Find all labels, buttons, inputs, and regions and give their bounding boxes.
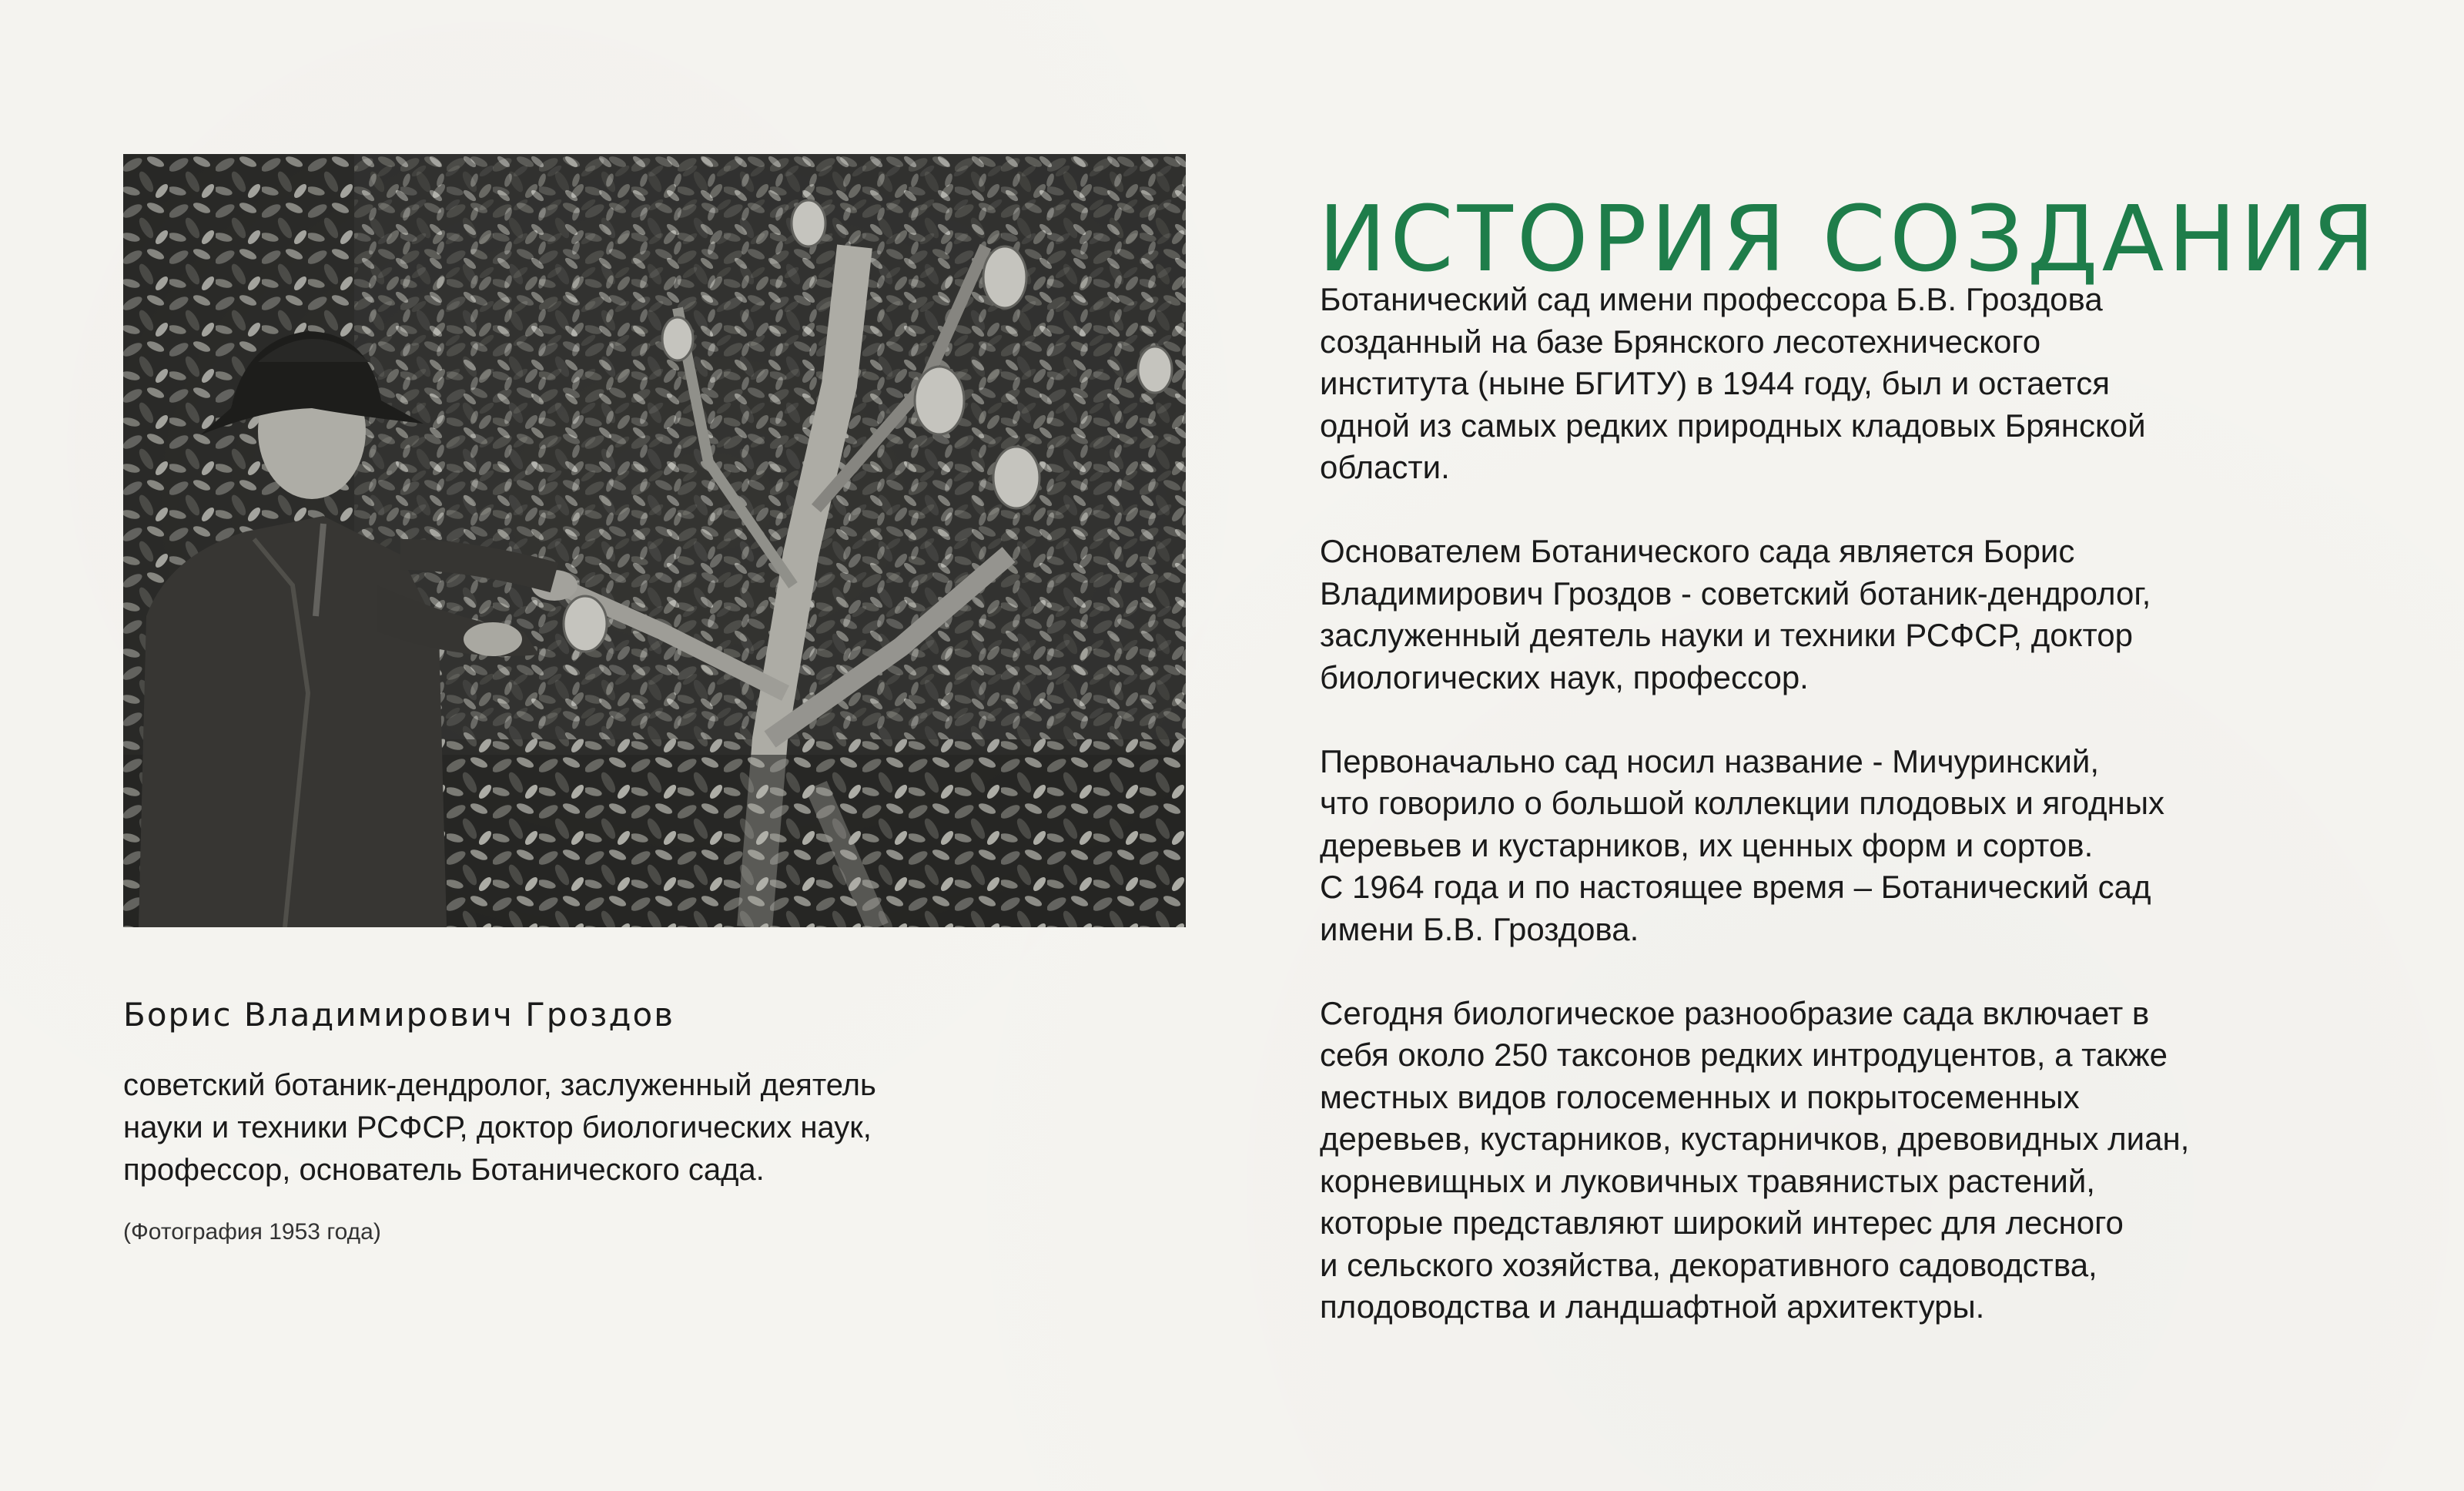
text-line: Ботанический сад имени профессора Б.В. Гроздова: [1320, 281, 2103, 317]
text-line: Сегодня биологическое разнообразие сада включает в: [1320, 994, 2150, 1031]
text-line: и сельского хозяйства, декоративного садоводства,: [1320, 1246, 2097, 1283]
caption-name: Борис Владимирович Гроздов: [123, 996, 675, 1034]
text-line: Основателем Ботанического сада является Борис: [1320, 533, 2075, 569]
caption-description-line: профессор, основатель Ботанического сада.: [123, 1153, 765, 1187]
text-line: себя около 250 таксонов редких интродуцентов, а также: [1320, 1037, 2168, 1073]
text-line: Владимирович Гроздов - советский ботаник-дендролог,: [1320, 575, 2151, 611]
photo-illustration: [123, 154, 1186, 927]
text-line: С 1964 года и по настоящее время – Ботанический сад: [1320, 869, 2151, 905]
caption-description-line: науки и техники РСФСР, доктор биологических наук,: [123, 1111, 872, 1144]
caption-description-line: советский ботаник-дендролог, заслуженный деятель: [123, 1068, 876, 1102]
text-line: деревьев, кустарников, кустарничков, древовидных лиан,: [1320, 1121, 2190, 1157]
caption-description: [123, 1064, 1078, 1191]
text-line: биологических наук, профессор.: [1320, 658, 1809, 695]
text-line: деревьев и кустарников, их ценных форм и сортов.: [1320, 826, 2094, 863]
text-line: области.: [1320, 449, 1450, 485]
page-title: ИСТОРИЯ СОЗДАНИЯ: [1318, 186, 2379, 293]
text-line: созданный на базе Брянского лесотехнического: [1320, 323, 2041, 360]
text-line: корневищных и луковичных травянистых растений,: [1320, 1162, 2095, 1199]
text-line: заслуженный деятель науки и техники РСФСР, доктор: [1320, 617, 2133, 653]
paragraph: [1320, 531, 2352, 699]
text-line: что говорило о большой коллекции плодовых и ягодных: [1320, 785, 2165, 821]
text-line: Первоначально сад носил название - Мичуринский,: [1320, 742, 2100, 779]
text-line: одной из самых редких природных кладовых Брянской: [1320, 407, 2146, 444]
paragraph: [1320, 279, 2352, 489]
photo-date-note: (Фотография 1953 года): [123, 1219, 381, 1245]
text-line: местных видов голосеменных и покрытосеменных: [1320, 1078, 2080, 1115]
text-line: плодоводства и ландшафтной архитектуры.: [1320, 1288, 1985, 1325]
history-text: [1320, 279, 2352, 1370]
paragraph: [1320, 741, 2352, 951]
text-line: института (ныне БГИТУ) в 1944 году, был и остается: [1320, 365, 2110, 401]
text-line: имени Б.В. Гроздова.: [1320, 910, 1639, 947]
paragraph: [1320, 993, 2352, 1328]
historical-photo: [123, 154, 1186, 927]
text-line: которые представляют широкий интерес для лесного: [1320, 1205, 2124, 1241]
